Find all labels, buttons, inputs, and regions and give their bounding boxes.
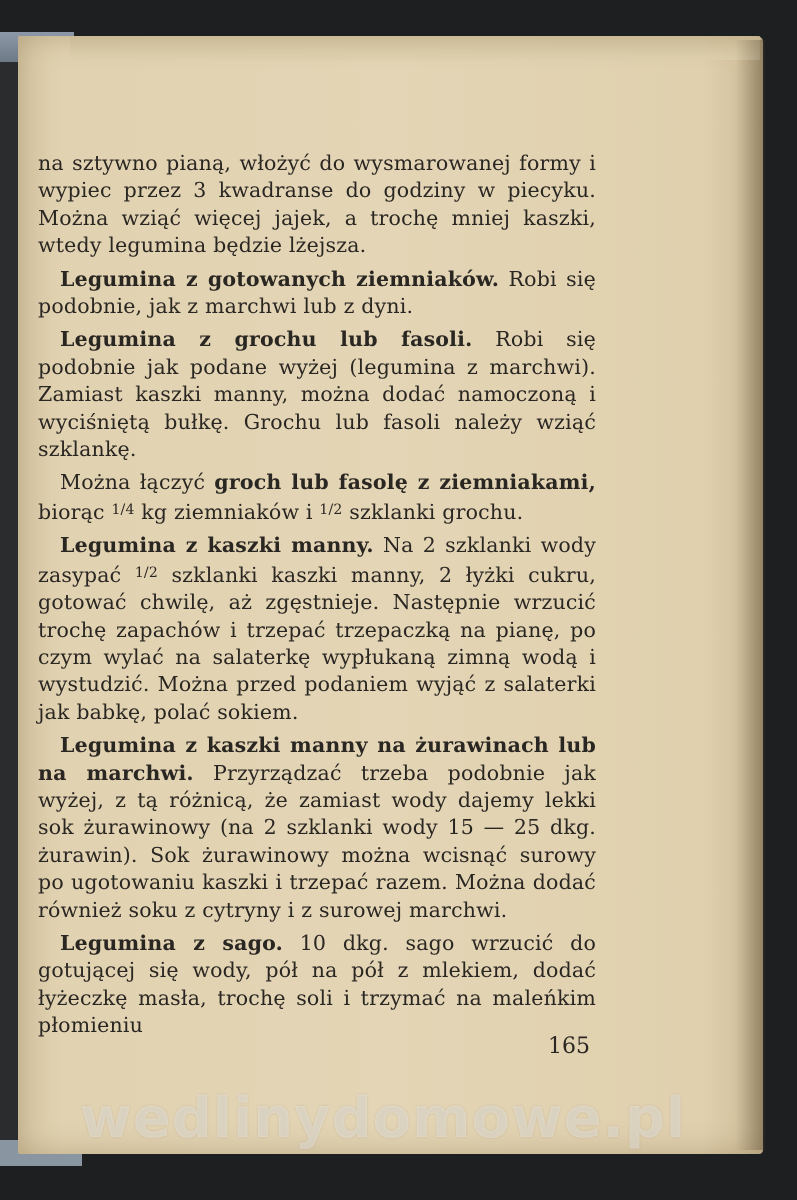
recipe-title: Legumina z gotowanych ziemniaków. (60, 266, 500, 291)
page-top-edge (70, 36, 760, 60)
paragraph-sago: Legumina z sago. 10 dkg. sago wrzucić do gotującej się wody, pół na pół z mlekiem, dodać łyżeczkę masła, trochę soli i trzymać na maleńkim płomieniu (38, 930, 596, 1038)
fraction: 1/2 (319, 501, 343, 518)
recipe-title: groch lub fasolę z ziemniakami, (214, 470, 597, 495)
paragraph-zurawiny: Legumina z kaszki manny na żurawinach lub na marchwi. Przyrządzać trzeba podobnie jak wyżej, z tą różnicą, że zamiast wody dajemy lekki sok żurawinowy (na 2 szklanki wody 15 — 25 dkg. żurawin). Sok żurawinowy można wcisnąć surowy po ugotowaniu kaszki i trzepać razem. Można dodać również soku z cytryny i z surowej marchwi. (38, 733, 596, 922)
recipe-title: Legumina z kaszki manny na żurawinach lub na marchwi. (38, 733, 596, 785)
recipe-title: Legumina z kaszki manny. (60, 533, 374, 558)
page-edge-shadow (735, 40, 765, 1150)
paragraph-ziemniaki: Legumina z gotowanych ziemniaków. Robi się podobnie, jak z marchwi lub z dyni. (38, 266, 596, 319)
paragraph-groch: Legumina z grochu lub fasoli. Robi się podobnie jak podane wyżej (legumina z marchwi). Zamiast kaszki manny, można dodać namoczoną i wyciśniętą bułkę. Grochu lub fasoli należy wziąć szklankę. (38, 327, 596, 462)
watermark: wedlinydomowe.pl (80, 1086, 687, 1151)
recipe-title: Legumina z sago. (60, 930, 284, 955)
page-number: 165 (548, 1034, 590, 1059)
paragraph-kaszka-manna: Legumina z kaszki manny. Na 2 szklanki wody zasypać $^{1/2}$ szklanki kaszki manny, 2 łyżki cukru, gotować chwilę, aż zgęstnieje. Następnie wrzucić trochę zapachów i trzepać trzepaczką na pianę, po czym wylać na salaterkę wypłukaną zimną wodą i wystudzić. Można przed podaniem wyjąć z salaterki jak babkę, polać sokiem. (38, 533, 596, 724)
fraction: 1/2 (134, 564, 158, 581)
recipe-text (38, 150, 596, 1046)
fraction: 1/4 (111, 501, 135, 518)
paragraph-continuation: na sztywno pianą, włożyć do wysmarowanej formy i wypiec przez 3 kwadranse do godziny w piecyku. Można wziąć więcej jajek, a trochę mniej kaszki, wtedy legumina będzie lżejsza. (38, 151, 596, 258)
recipe-title: Legumina z grochu lub fasoli. (60, 327, 473, 352)
paragraph-groch-ziemniaki: Można łączyć groch lub fasolę z ziemniakami, biorąc $^{1/4}$ kg ziemniaków i $^{1/2}$ szklanki grochu. (38, 470, 597, 524)
